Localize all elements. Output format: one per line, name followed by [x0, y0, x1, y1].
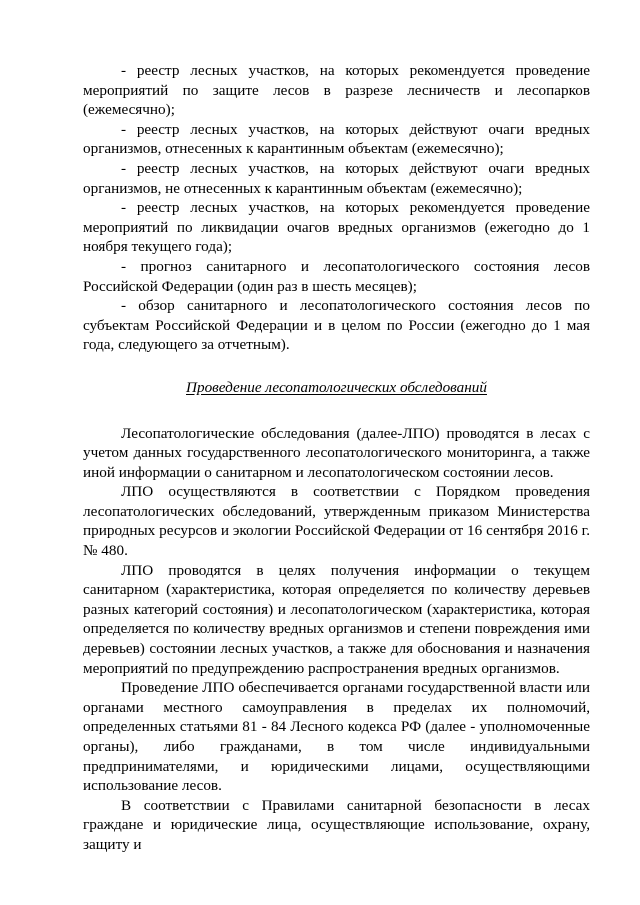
list-item: - реестр лесных участков, на которых рекомендуется проведение мероприятий по защите лесов в разрезе лесничеств и лесопарков (ежемесячно); [83, 62, 590, 119]
document-page [83, 61, 590, 855]
section-heading: Проведение лесопатологических обследований [186, 378, 487, 396]
list-item: - обзор санитарного и лесопатологического состояния лесов по субъектам Российской Федерации и в целом по России (ежегодно до 1 мая года, следующего за отчетным). [83, 297, 590, 354]
body-paragraph: Лесопатологические обследования (далее-ЛПО) проводятся в лесах с учетом данных государственного лесопатологического мониторинга, а также иной информации о санитарном и лесопатологическом состоянии лесов. [83, 424, 590, 481]
list-item: - реестр лесных участков, на которых рекомендуется проведение мероприятий по ликвидации очагов вредных организмов (ежегодно до 1 ноября текущего года); [83, 199, 590, 256]
body-paragraph: В соответствии с Правилами санитарной безопасности в лесах граждане и юридические лица, осуществляющие использование, охрану, защиту и [83, 796, 590, 853]
body-paragraph: ЛПО проводятся в целях получения информации о текущем санитарном (характеристика, которая определяется по количеству деревьев разных категорий состояния) и лесопатологическом (характеристика, которая определяется по количеству вредных организмов и степени повреждения ими деревьев) состоянии лесных участков, а также для обоснования и назначения мероприятий по предупреждению распространения вредных организмов. [83, 561, 590, 677]
list-item: - прогноз санитарного и лесопатологического состояния лесов Российской Федерации (один раз в шесть месяцев); [83, 257, 590, 295]
list-item: - реестр лесных участков, на которых действуют очаги вредных организмов, не отнесенных к карантинным объектам (ежемесячно); [83, 159, 590, 197]
body-paragraph: ЛПО осуществляются в соответствии с Порядком проведения лесопатологических обследований, утвержденным приказом Министерства природных ресурсов и экологии Российской Федерации от 16 сентября 2016 г. № 480. [83, 483, 590, 560]
list-item: - реестр лесных участков, на которых действуют очаги вредных организмов, отнесенных к карантинным объектам (ежемесячно); [83, 120, 590, 158]
body-paragraph: Проведение ЛПО обеспечивается органами государственной власти или органами местного самоуправления в пределах их полномочий, определенных статьями 81 - 84 Лесного кодекса РФ (далее - уполномоченные органы), либо гражданами, в том числе индивидуальными предпринимателями, и юридическими лицами, осуществляющими использование лесов. [83, 679, 590, 795]
